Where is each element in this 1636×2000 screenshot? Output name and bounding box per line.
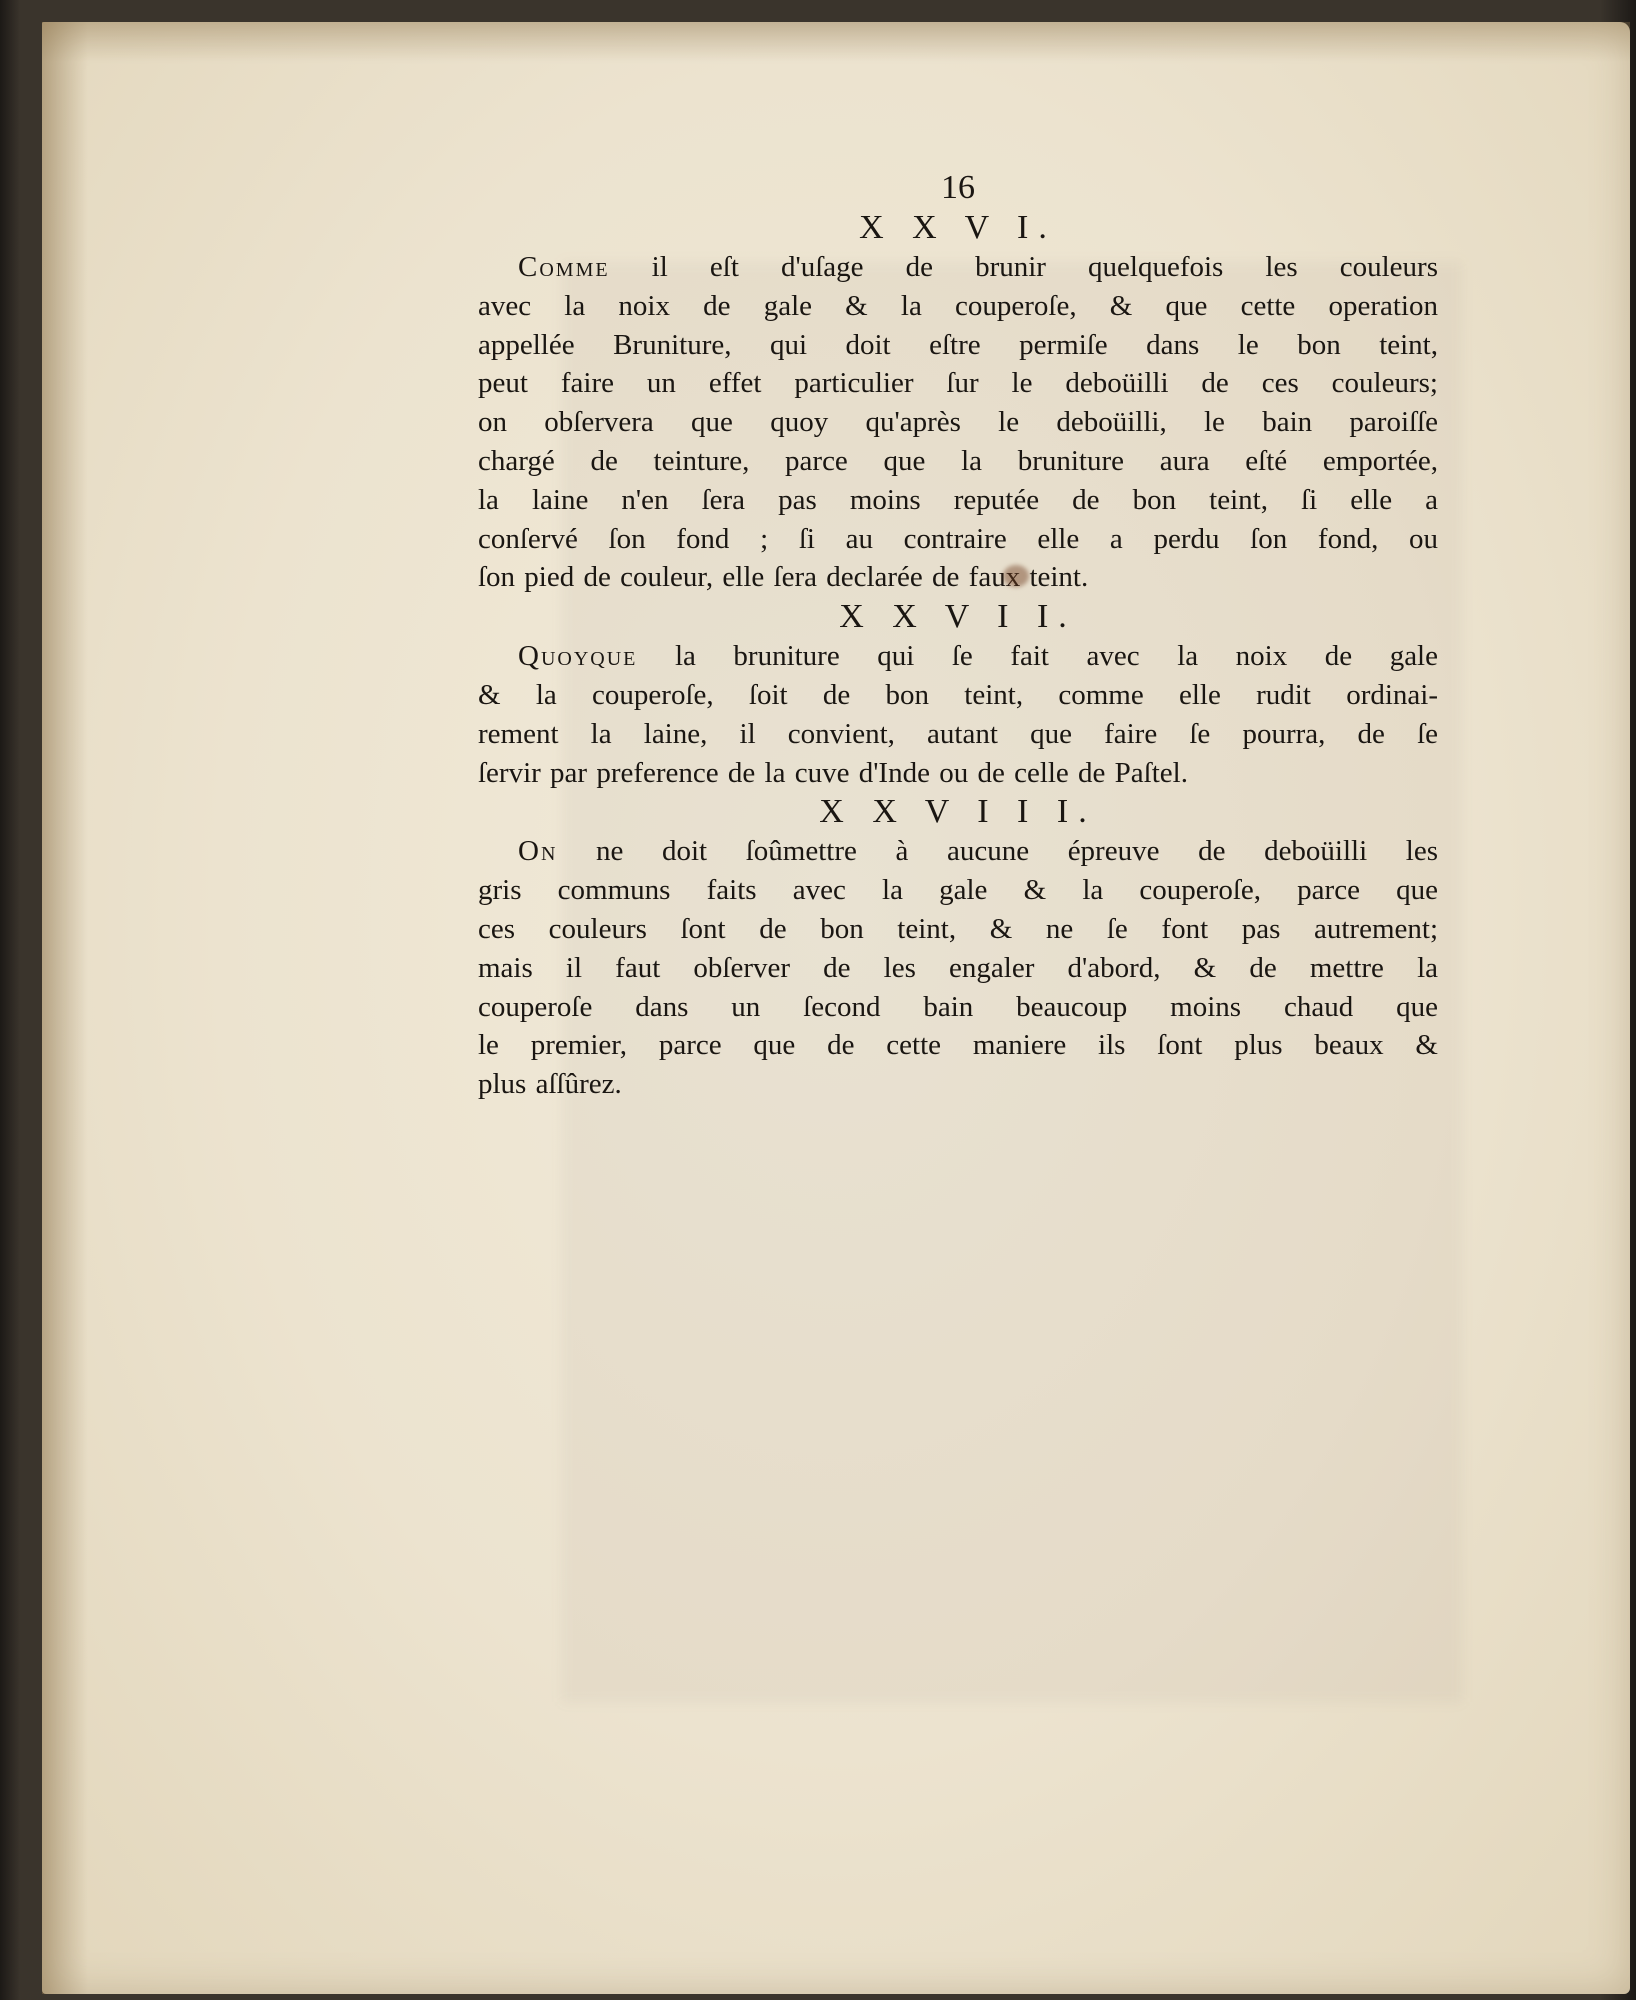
article-paragraph-xxviii: [478, 832, 1438, 1104]
paragraph-line: peut faire un effet particulier ſur le deboüilli de ces couleurs;: [478, 367, 1438, 400]
article-paragraph-xxvii: [478, 637, 1438, 792]
page-edge-shadow-top: [42, 22, 1630, 62]
paragraph-line: ces couleurs ſont de bon teint, & ne ſe font pas autrement;: [478, 912, 1438, 945]
page-number: 16: [941, 169, 975, 206]
ink-stain: [1003, 565, 1029, 587]
page-text-block: [478, 168, 1438, 1104]
lead-word: Comme: [518, 251, 610, 283]
article-heading-xxvi: X X V I.: [859, 209, 1057, 246]
paragraph-line: on obſervera que quoy qu'après le deboüilli, le bain paroiſſe: [478, 406, 1438, 439]
paragraph-line: On ne doit ſoûmettre à aucune épreuve de deboüilli les: [518, 835, 1438, 868]
paragraph-line: & la couperoſe, ſoit de bon teint, comme elle rudit ordinai-: [478, 678, 1438, 711]
page-edge-shadow-left: [42, 22, 88, 1994]
paragraph-line: appellée Bruniture, qui doit eſtre permiſe dans le bon teint,: [478, 328, 1438, 361]
article-paragraph-xxvi: [478, 248, 1438, 597]
paragraph-line: conſervé ſon fond ; ſi au contraire elle a perdu ſon fond, ou: [478, 522, 1438, 555]
paragraph-line: rement la laine, il convient, autant que faire ſe pourra, de ſe: [478, 717, 1438, 750]
lead-word: Quoyque: [518, 640, 638, 673]
paragraph-line: chargé de teinture, parce que la bruniture aura eſté emportée,: [478, 444, 1438, 477]
paragraph-line: la laine n'en ſera pas moins reputée de bon teint, ſi elle a: [478, 483, 1438, 516]
paragraph-line: ſervir par preference de la cuve d'Inde ou de celle de Paſtel.: [478, 756, 1188, 789]
paragraph-line: Quoyque la bruniture qui ſe fait avec la noix de gale: [518, 640, 1438, 673]
paragraph-line: plus aſſûrez.: [478, 1068, 622, 1101]
paragraph-line: ſon pied de couleur, elle ſera declarée de faux teint.: [478, 561, 1089, 594]
article-heading-xxvii: X X V I I.: [839, 598, 1077, 636]
lead-word: On: [518, 835, 558, 868]
article-heading-xxviii: X X V I I I.: [819, 793, 1097, 831]
paragraph-line: Comme il eſt d'uſage de brunir quelquefois les couleurs: [518, 251, 1438, 283]
paragraph-line: avec la noix de gale & la couperoſe, & que cette operation: [478, 289, 1438, 322]
paragraph-line: le premier, parce que de cette maniere ils ſont plus beaux &: [478, 1029, 1438, 1062]
paragraph-line: couperoſe dans un ſecond bain beaucoup moins chaud que: [478, 990, 1438, 1023]
paragraph-line: gris communs faits avec la gale & la couperoſe, parce que: [478, 874, 1438, 907]
paragraph-line: mais il faut obſerver de les engaler d'abord, & de mettre la: [478, 951, 1438, 984]
